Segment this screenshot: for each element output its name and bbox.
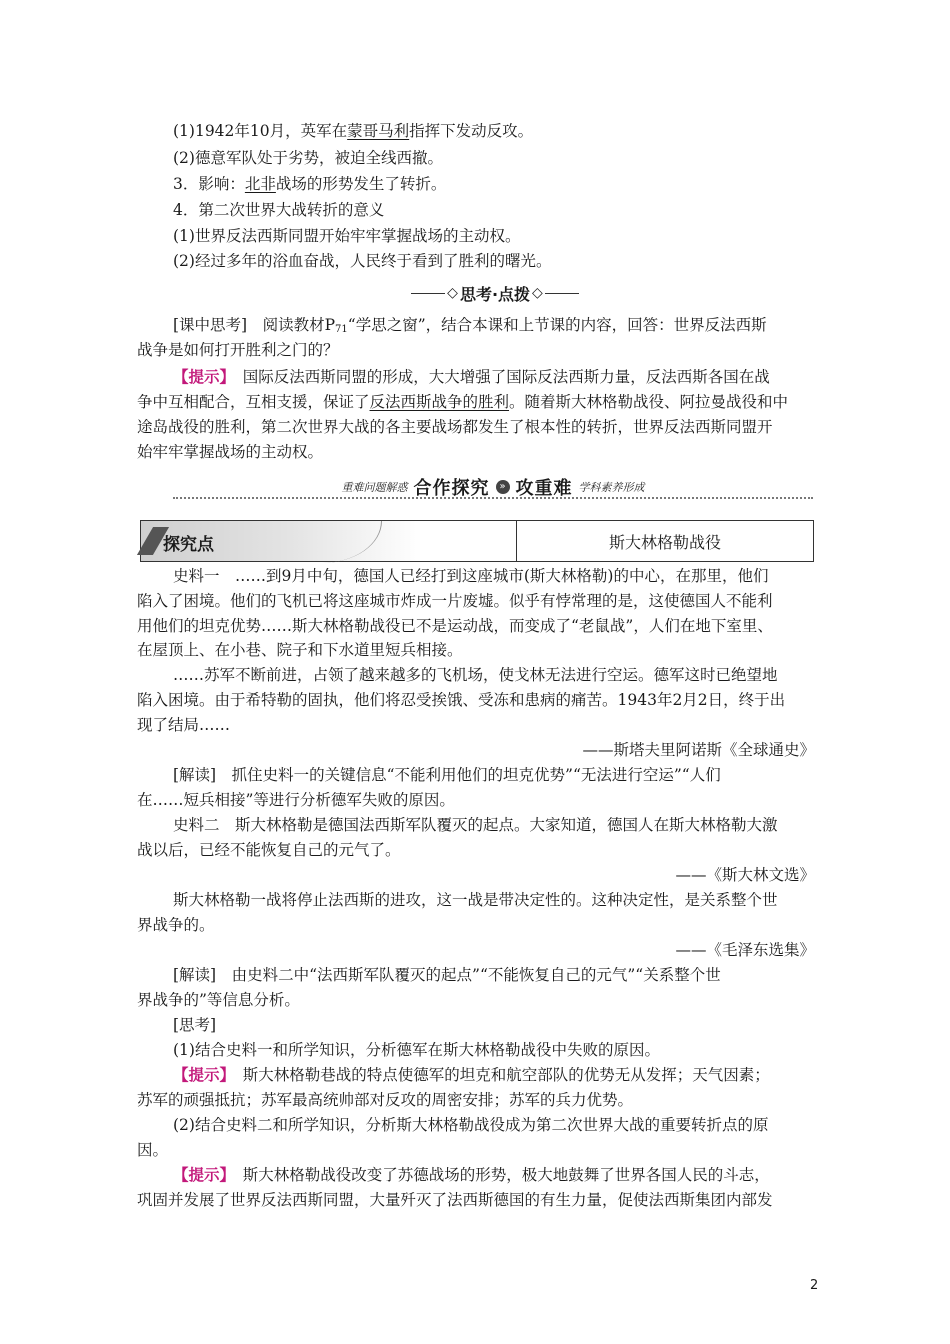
source-citation: ——斯塔夫里阿诺斯《全球通史》 <box>582 741 815 759</box>
text-line: [解读] 抓住史料一的关键信息“不能利用他们的坦克优势”“无法进行空运”“人们 <box>173 766 721 784</box>
question-line: 战争是如何打开胜利之门的？ <box>137 341 339 359</box>
question-tag: [课中思考] <box>173 316 248 334</box>
text-line: (2)结合史料二和所学知识，分析斯大林格勒战役成为第二次世界大战的重要转折点的原 <box>173 1116 769 1134</box>
text-line: ……苏军不断前进，占领了越来越多的飞机场，使戈林无法进行空运。德军这时已绝望地 <box>173 666 778 684</box>
text: 指挥下发动反攻。 <box>409 122 534 140</box>
source-citation: ——《毛泽东选集》 <box>675 941 815 959</box>
text: 争中互相配合，互相支援，保证了 <box>137 393 370 411</box>
banner-title-1: 合作探究 <box>413 478 490 499</box>
text: 斯大林格勒巷战的特点使德军的坦克和航空部队的优势无从发挥；天气因素； <box>227 1066 770 1084</box>
diamond-icon: ◇ <box>532 285 543 301</box>
text-line: (2)经过多年的浴血奋战，人民终于看到了胜利的曙光。 <box>173 252 552 270</box>
text-line: 现了结局…… <box>137 716 231 734</box>
subscript: 71 <box>335 324 348 335</box>
text: 阅读教材P <box>247 316 336 334</box>
text-line: 用他们的坦克优势……斯大林格勒战役已不是运动战，而变成了“老鼠战”，人们在地下室里、 <box>137 617 773 635</box>
tip-label: 【提示】 <box>173 1065 228 1084</box>
probe-tag-label: 探究点 <box>163 535 214 555</box>
source-citation: ——《斯大林文选》 <box>675 866 815 884</box>
curve-decoration <box>241 521 382 563</box>
header-text: 思考·点拨 <box>459 284 531 304</box>
text: 国际反法西斯同盟的形成，大大增强了国际反法西斯力量，反法西斯各国在战 <box>227 368 770 386</box>
text-line: 陷入了困境。他们的飞机已将这座城市炸成一片废墟。似乎有悖常理的是，这使德国人不能利 <box>137 592 773 610</box>
banner-divider <box>173 497 813 499</box>
answer-line <box>173 1064 770 1086</box>
rule-left <box>411 293 445 294</box>
banner-left-text: 重难问题解惑 <box>341 481 408 494</box>
text-line: 在……短兵相接”等进行分析德军失败的原因。 <box>137 791 455 809</box>
text-line: [思考] <box>173 1016 217 1034</box>
text-line: 界战争的”等信息分析。 <box>137 991 300 1009</box>
answer-line: 巩固并发展了世界反法西斯同盟，大量歼灭了法西斯德国的有生力量，促使法西斯集团内部发 <box>137 1191 773 1209</box>
section-header-think <box>360 282 630 304</box>
probe-box <box>140 520 814 562</box>
text: 战场的形势发生了转折。 <box>275 175 447 193</box>
text: “学思之窗”，结合本课和上节课的内容，回答：世界反法西斯 <box>347 316 767 334</box>
underlined-term: 蒙哥马利 <box>347 122 410 140</box>
answer-line <box>173 366 770 388</box>
text-line: 陷入困境。由于希特勒的固执，他们将忍受挨饿、受冻和患病的痛苦。1943年2月2日，终于出 <box>137 691 786 709</box>
probe-tag <box>141 521 517 561</box>
text-line: [解读] 由史料二中“法西斯军队覆灭的起点”“不能恢复自己的元气”“关系整个世 <box>173 966 721 984</box>
text-line: (1)结合史料一和所学知识，分析德军在斯大林格勒战役中失败的原因。 <box>173 1041 660 1059</box>
text-line: 战以后，已经不能恢复自己的元气了。 <box>137 841 401 859</box>
text: 斯大林格勒战役改变了苏德战场的形势，极大地鼓舞了世界各国人民的斗志， <box>227 1166 770 1184</box>
page-number: 2 <box>810 1278 819 1293</box>
text-line: 4．第二次世界大战转折的意义 <box>173 201 385 219</box>
double-arrow-icon: » <box>496 480 510 494</box>
underlined-term: 反法西斯战争的胜利 <box>369 393 510 411</box>
text-line <box>173 173 446 195</box>
answer-line: 苏军的顽强抵抗；苏军最高统帅部对反攻的周密安排；苏军的兵力优势。 <box>137 1091 634 1109</box>
text: (1)1942年10月，英军在 <box>173 122 348 140</box>
text-line: 斯大林格勒一战将停止法西斯的进攻，这一战是带决定性的。这种决定性，是关系整个世 <box>173 891 778 909</box>
text-line: 因。 <box>137 1141 169 1159</box>
answer-line <box>173 1164 770 1186</box>
answer-line: 途岛战役的胜利，第二次世界大战的各主要战场都发生了根本性的转折，世界反法西斯同盟开 <box>137 418 773 436</box>
tip-label: 【提示】 <box>173 367 228 386</box>
answer-line: 始牢牢掌握战场的主动权。 <box>137 443 324 461</box>
text: 。随着斯大林格勒战役、阿拉曼战役和中 <box>509 393 789 411</box>
text-line: 界战争的。 <box>137 916 215 934</box>
underlined-term: 北非 <box>244 175 276 193</box>
question-line <box>173 314 767 341</box>
text-line: (2)德意军队处于劣势，被迫全线西撤。 <box>173 149 443 167</box>
text-line <box>173 120 533 142</box>
answer-line <box>137 391 788 413</box>
tip-label: 【提示】 <box>173 1165 228 1184</box>
text-line: 史料二 斯大林格勒是德国法西斯军队覆灭的起点。大家知道，德国人在斯大林格勒大激 <box>173 816 778 834</box>
text-line: 在屋顶上、在小巷、院子和下水道里短兵相接。 <box>137 641 463 659</box>
banner-title-2: 攻重难 <box>515 478 573 499</box>
rule-right <box>545 293 579 294</box>
text-line: 史料一 ……到9月中旬，德国人已经打到这座城市(斯大林格勒)的中心，在那里，他们 <box>173 567 769 585</box>
banner-right-text: 学科素养形成 <box>578 481 645 494</box>
diamond-icon: ◇ <box>447 285 458 301</box>
text-line: (1)世界反法西斯同盟开始牢牢掌握战场的主动权。 <box>173 227 521 245</box>
probe-title: 斯大林格勒战役 <box>608 532 721 552</box>
text: 3．影响： <box>173 175 245 193</box>
